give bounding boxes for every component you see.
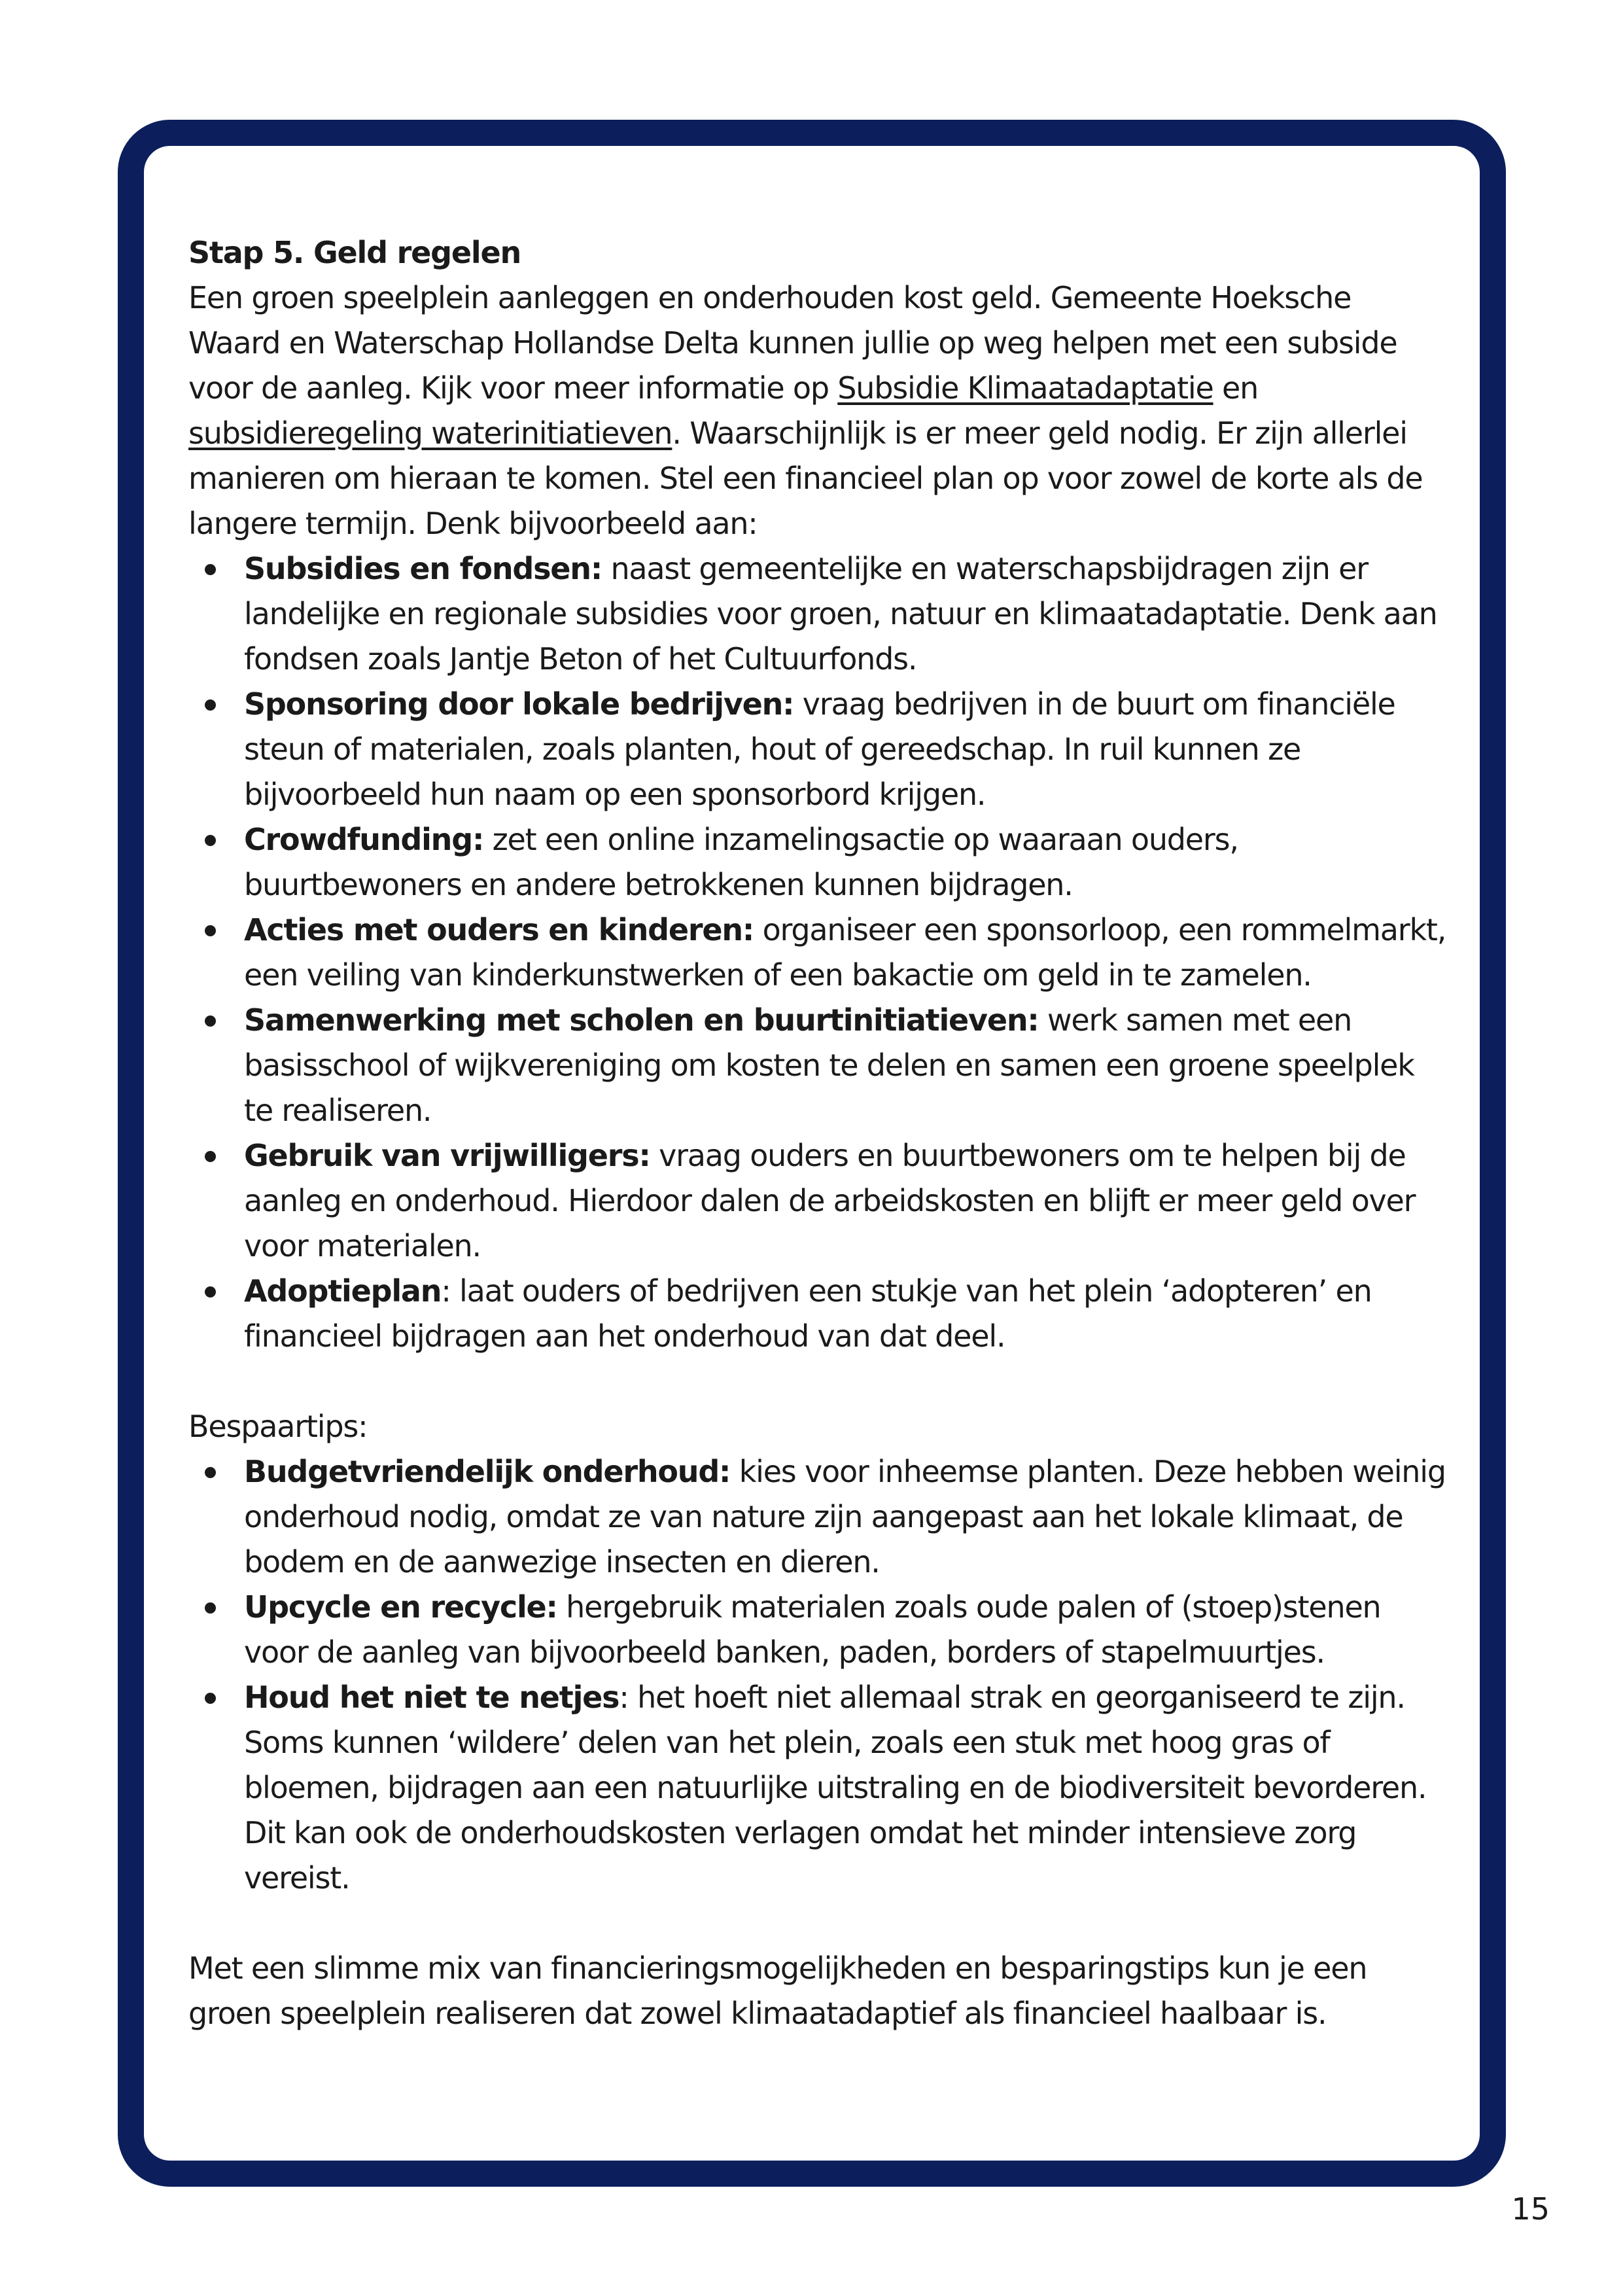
item-text: hergebruik materialen zoals oude palen of (stoep)stenen voor de aanleg van bijvoorbeeld banken, paden, borders of stapelmuurtjes. bbox=[244, 1589, 1381, 1670]
savings-heading: Bespaartips: bbox=[188, 1409, 368, 1444]
intro-text-1: Een groen speelplein aanleggen en onderhouden kost geld. Gemeente Hoeksche Waard en Waterschap Hollandse Delta kunnen jullie op weg helpen met een subside voor de aanleg. Kijk voor meer informatie op bbox=[188, 280, 1397, 406]
intro-paragraph bbox=[188, 275, 1451, 546]
item-term: Gebruik van vrijwilligers: bbox=[244, 1138, 650, 1173]
subsidieregeling-waterinitiatieven-link[interactable]: subsidieregeling waterinitiatieven bbox=[188, 415, 672, 451]
item-term: Sponsoring door lokale bedrijven: bbox=[244, 686, 794, 722]
funding-options-list bbox=[188, 546, 1451, 1359]
list-item bbox=[188, 1133, 1451, 1269]
list-item bbox=[188, 1269, 1451, 1359]
intro-text-2: en bbox=[1213, 370, 1259, 406]
section-title: Stap 5. Geld regelen bbox=[188, 235, 521, 270]
list-item bbox=[188, 1449, 1451, 1585]
item-text: vraag bedrijven in de buurt om financiële steun of materialen, zoals planten, hout of gereedschap. In ruil kunnen ze bijvoorbeeld hun naam op een sponsorbord krijgen. bbox=[244, 686, 1395, 812]
spacer bbox=[188, 1359, 1451, 1404]
list-item bbox=[188, 998, 1451, 1133]
subsidie-klimaatadaptatie-link[interactable]: Subsidie Klimaatadaptatie bbox=[837, 370, 1213, 406]
item-text: naast gemeentelijke en waterschapsbijdragen zijn er landelijke en regionale subsidies voor groen, natuur en klimaatadaptatie. Denk aan fondsen zoals Jantje Beton of het Cultuurfonds. bbox=[244, 551, 1437, 677]
page-number: 15 bbox=[1511, 2191, 1550, 2227]
list-item bbox=[188, 682, 1451, 817]
item-term: Samenwerking met scholen en buurtinitiatieven: bbox=[244, 1002, 1039, 1038]
item-text: organiseer een sponsorloop, een rommelmarkt, een veiling van kinderkunstwerken of een bakactie om geld in te zamelen. bbox=[244, 912, 1446, 993]
item-text: werk samen met een basisschool of wijkvereniging om kosten te delen en samen een groene speelplek te realiseren. bbox=[244, 1002, 1414, 1128]
list-item bbox=[188, 546, 1451, 682]
item-text: vraag ouders en buurtbewoners om te helpen bij de aanleg en onderhoud. Hierdoor dalen de arbeidskosten en blijft er meer geld over voor materialen. bbox=[244, 1138, 1416, 1263]
item-term: Acties met ouders en kinderen: bbox=[244, 912, 754, 947]
savings-tips-list bbox=[188, 1449, 1451, 1901]
list-item bbox=[188, 908, 1451, 998]
item-term: Adoptieplan bbox=[244, 1273, 442, 1309]
list-item bbox=[188, 817, 1451, 908]
list-item bbox=[188, 1675, 1451, 1901]
list-item bbox=[188, 1585, 1451, 1675]
intro-text-3: . Waarschijnlijk is er meer geld nodig. Er zijn allerlei manieren om hieraan te komen. Stel een financieel plan op voor zowel de korte als de langere termijn. Denk bijvoorbeeld aan: bbox=[188, 415, 1423, 541]
item-term: Budgetvriendelijk onderhoud: bbox=[244, 1454, 731, 1489]
page-content bbox=[188, 230, 1451, 2036]
item-term: Crowdfunding: bbox=[244, 822, 484, 857]
item-term: Subsidies en fondsen: bbox=[244, 551, 602, 586]
item-term: Houd het niet te netjes bbox=[244, 1680, 620, 1715]
conclusion-paragraph: Met een slimme mix van financieringsmogelijkheden en besparingstips kun je een groen speelplein realiseren dat zowel klimaatadaptief als financieel haalbaar is. bbox=[188, 1951, 1367, 2031]
item-text: zet een online inzamelingsactie op waaraan ouders, buurtbewoners en andere betrokkenen kunnen bijdragen. bbox=[244, 822, 1238, 902]
item-text: kies voor inheemse planten. Deze hebben weinig onderhoud nodig, omdat ze van nature zijn aangepast aan het lokale klimaat, de bodem en de aanwezige insecten en dieren. bbox=[244, 1454, 1446, 1580]
item-text: : het hoeft niet allemaal strak en georganiseerd te zijn. Soms kunnen ‘wildere’ delen van het plein, zoals een stuk met hoog gras of bloemen, bijdragen aan een natuurlijke uitstraling en de biodiversiteit bevorderen. Dit kan ook de onderhoudskosten verlagen omdat het minder intensieve zorg vereist. bbox=[244, 1680, 1427, 1896]
item-text: : laat ouders of bedrijven een stukje van het plein ‘adopteren’ en financieel bijdragen aan het onderhoud van dat deel. bbox=[244, 1273, 1372, 1354]
item-term: Upcycle en recycle: bbox=[244, 1589, 557, 1625]
spacer bbox=[188, 1901, 1451, 1946]
